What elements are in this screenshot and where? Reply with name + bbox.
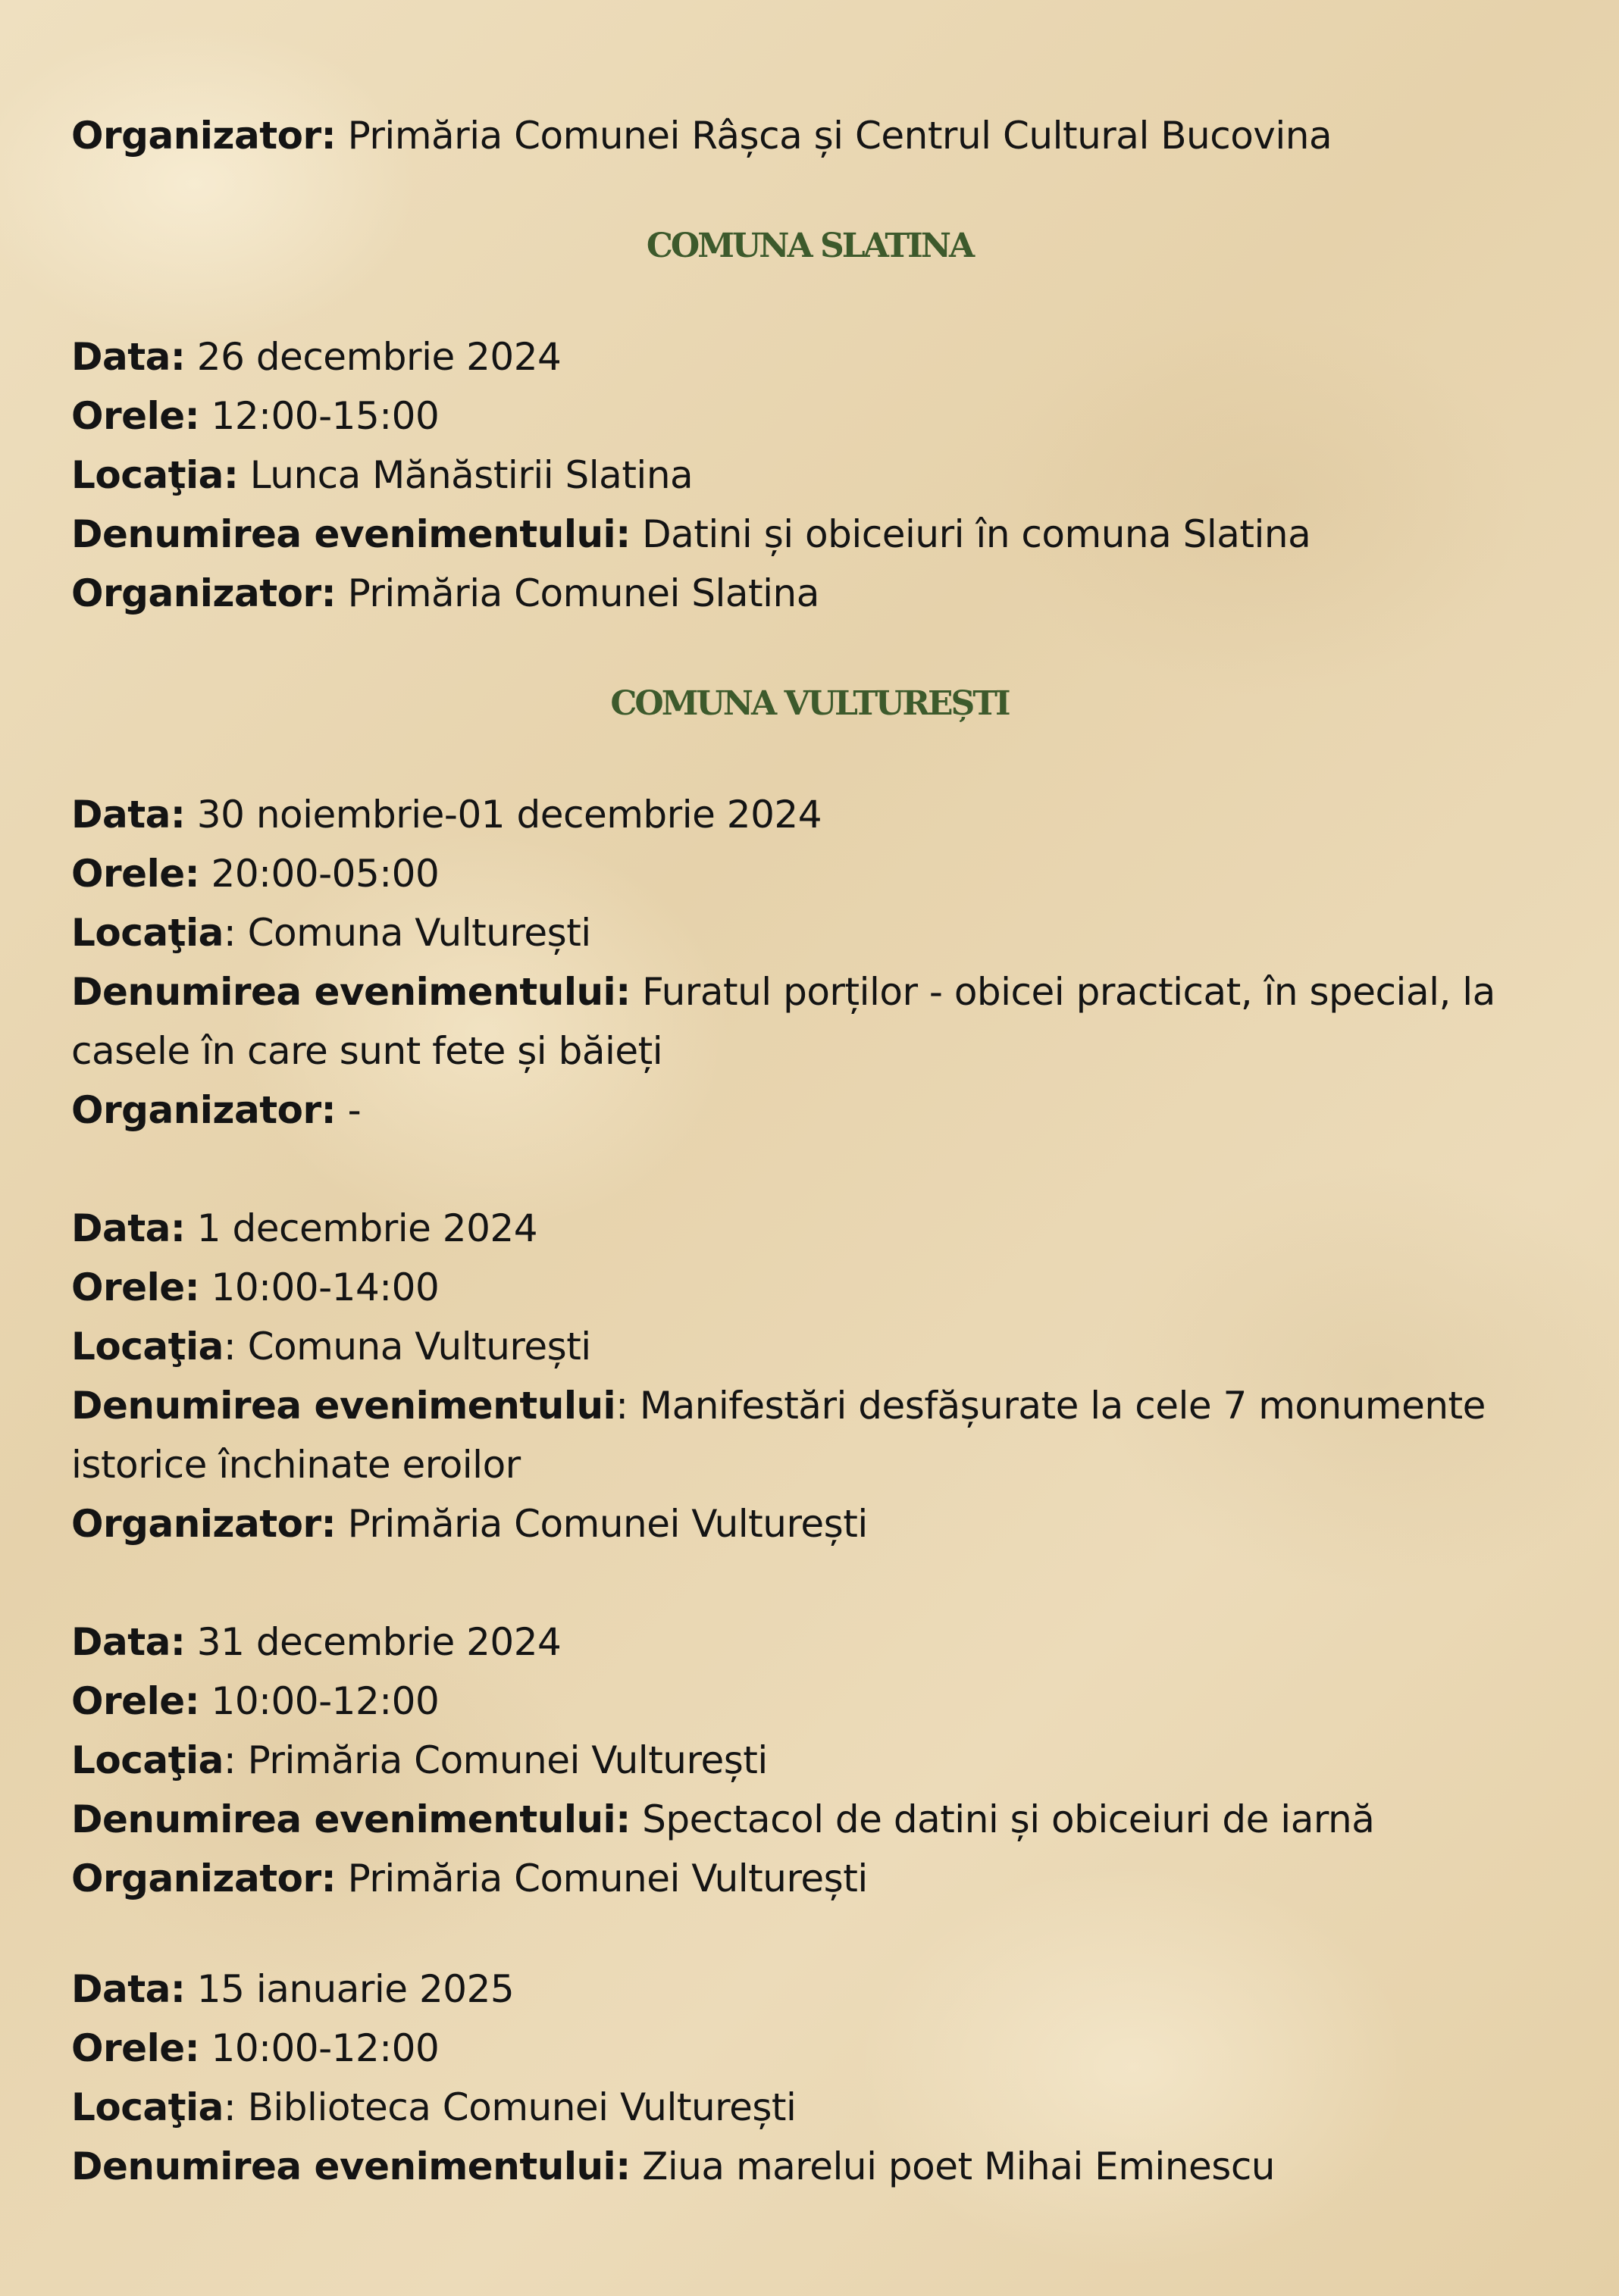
event-date-line	[71, 785, 1557, 844]
event-name-line	[71, 962, 1557, 1081]
organizer-value: Primăria Comunei Vulturești	[347, 1502, 868, 1546]
event-name-label: Denumirea evenimentului:	[71, 970, 631, 1014]
event-hours-line	[71, 1672, 1557, 1731]
location-label: Locaţia	[71, 1325, 224, 1369]
event-hours-line	[71, 2019, 1557, 2078]
event-name-line	[71, 2137, 1557, 2196]
hours-label: Orele:	[71, 852, 200, 896]
organizer-value: Primăria Comunei Slatina	[347, 571, 819, 615]
event-block	[71, 785, 1557, 1140]
organizer-label: Organizator:	[71, 1088, 337, 1132]
event-name-value: : Manifestări desfășurate la cele 7 monumente istorice închinate eroilor	[71, 1384, 1486, 1487]
location-value: : Comuna Vulturești	[223, 1325, 591, 1369]
event-location-line	[71, 2078, 1557, 2137]
hours-value: 10:00-14:00	[211, 1265, 440, 1309]
date-label: Data:	[71, 335, 186, 379]
date-value: 31 decembrie 2024	[196, 1620, 562, 1664]
location-value: : Primăria Comunei Vulturești	[223, 1738, 768, 1782]
hours-label: Orele:	[71, 394, 200, 438]
event-location-line	[71, 903, 1557, 962]
event-date-line	[71, 1960, 1557, 2019]
event-name-label: Denumirea evenimentului:	[71, 1797, 631, 1841]
organizer-value: Primăria Comunei Râșca și Centrul Cultural Bucovina	[347, 114, 1332, 158]
hours-label: Orele:	[71, 2026, 200, 2070]
event-hours-line	[71, 1258, 1557, 1317]
date-label: Data:	[71, 1620, 186, 1664]
event-date-line	[71, 1613, 1557, 1672]
location-label: Locaţia:	[71, 453, 239, 497]
organizer-value: Primăria Comunei Vulturești	[347, 1857, 868, 1900]
event-name-value: Datini și obiceiuri în comuna Slatina	[642, 512, 1311, 556]
date-value: 30 noiembrie-01 decembrie 2024	[196, 793, 822, 837]
section-title-vulturesti: COMUNA VULTUREȘTI	[610, 684, 1009, 723]
event-block	[71, 1613, 1557, 1908]
date-value: 26 decembrie 2024	[196, 335, 562, 379]
event-block	[71, 1960, 1557, 2196]
hours-value: 10:00-12:00	[211, 1679, 440, 1723]
event-date-line	[71, 327, 1557, 386]
date-value: 15 ianuarie 2025	[196, 1967, 515, 2011]
event-name-label: Denumirea evenimentului	[71, 1384, 616, 1428]
event-hours-line	[71, 386, 1557, 446]
event-hours-line	[71, 844, 1557, 903]
event-organizer-line	[71, 1849, 1557, 1908]
event-organizer-line	[71, 1494, 1557, 1553]
event-location-line	[71, 1317, 1557, 1376]
organizer-label: Organizator:	[71, 114, 337, 158]
location-label: Locaţia	[71, 2085, 224, 2129]
date-label: Data:	[71, 793, 186, 837]
date-value: 1 decembrie 2024	[196, 1206, 538, 1250]
organizer-label: Organizator:	[71, 1857, 337, 1900]
event-name-line	[71, 505, 1557, 564]
event-name-value: Furatul porților - obicei practicat, în special, la casele în care sunt fete și băieți	[71, 970, 1495, 1073]
location-label: Locaţia	[71, 911, 224, 955]
hours-label: Orele:	[71, 1679, 200, 1723]
event-location-line	[71, 1731, 1557, 1790]
event-block	[71, 327, 1557, 623]
hours-value: 20:00-05:00	[211, 852, 440, 896]
hours-value: 12:00-15:00	[211, 394, 440, 438]
event-name-line	[71, 1376, 1557, 1494]
event-block	[71, 1199, 1557, 1553]
location-label: Locaţia	[71, 1738, 224, 1782]
organizer-value: -	[347, 1088, 362, 1132]
location-value: : Biblioteca Comunei Vulturești	[223, 2085, 797, 2129]
section-title-slatina: COMUNA SLATINA	[646, 227, 973, 265]
event-name-label: Denumirea evenimentului:	[71, 512, 631, 556]
location-value: : Comuna Vulturești	[223, 911, 591, 955]
event-location-line	[71, 446, 1557, 505]
location-value: Lunca Mănăstirii Slatina	[249, 453, 694, 497]
organizer-label: Organizator:	[71, 571, 337, 615]
event-name-value: Spectacol de datini și obiceiuri de iarnă	[642, 1797, 1375, 1841]
hours-label: Orele:	[71, 1265, 200, 1309]
event-organizer-line	[71, 564, 1557, 623]
date-label: Data:	[71, 1967, 186, 2011]
event-name-label: Denumirea evenimentului:	[71, 2144, 631, 2188]
event-organizer-line	[71, 1081, 1557, 1140]
event-name-line	[71, 1790, 1557, 1849]
organizer-label: Organizator:	[71, 1502, 337, 1546]
event-date-line	[71, 1199, 1557, 1258]
date-label: Data:	[71, 1206, 186, 1250]
event-name-value: Ziua marelui poet Mihai Eminescu	[642, 2144, 1275, 2188]
hours-value: 10:00-12:00	[211, 2026, 440, 2070]
document-page	[71, 106, 1557, 2196]
organizer-line	[71, 106, 1557, 165]
